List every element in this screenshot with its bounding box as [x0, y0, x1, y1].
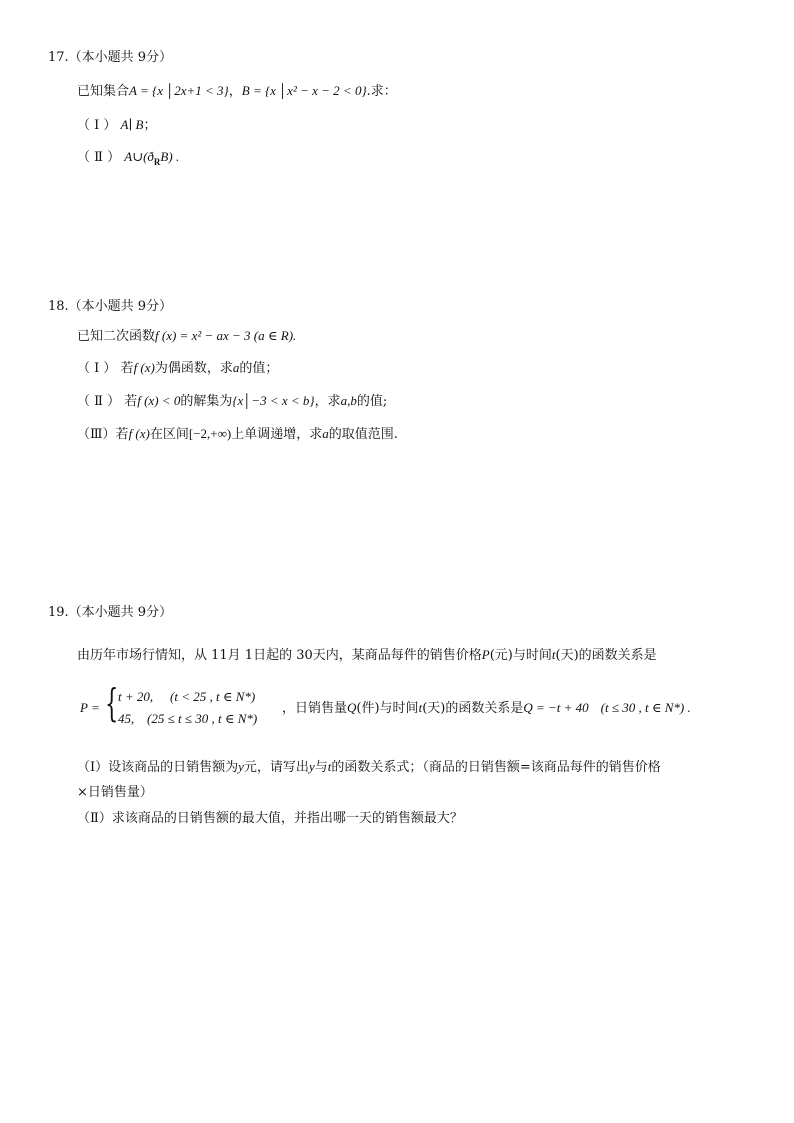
q18-function: f (x) = x² − ax − 3 (a ∈ R). — [155, 328, 297, 343]
q19-part-1-y2: y — [308, 759, 315, 774]
q18-part-2-text: 若 — [124, 394, 138, 409]
q18-part-2-text4: 的值; — [356, 394, 388, 409]
q18-part-3-text4: 的取值范围. — [328, 427, 398, 442]
q17-sep: ， — [228, 84, 242, 99]
q18-part-3-label: （Ⅲ） — [77, 427, 116, 442]
q19-case-1-cond: (t < 25 , t ∈ N*) — [170, 689, 256, 704]
q19-part-1-y: y — [238, 759, 244, 774]
q18-part-3-text2: 在区间 — [149, 427, 189, 442]
q19-mid-text2: (件)与时间 — [356, 701, 419, 716]
q19-intro-text3: (天)的函数关系是 — [555, 648, 657, 663]
q18-part-1-a: a — [232, 360, 240, 375]
q19-part-1-text: （Ⅰ）设该商品的日销售额为 — [77, 760, 239, 775]
q19-part-1-text2: 元，请写出 — [243, 760, 309, 775]
q18-part-3-text3: 上单调递增，求 — [231, 427, 323, 442]
q19-header: 19.（本小题共 9分） — [48, 605, 173, 620]
q19-case-2 — [118, 710, 257, 729]
q19-brace: { — [105, 681, 119, 725]
q17-text: 已知集合 — [77, 84, 130, 99]
q18-part-1-text3: 的值； — [239, 361, 279, 376]
q17-part-1-expr: A∣ B — [120, 117, 144, 132]
q19-part-1-text3: 与 — [314, 760, 328, 775]
q19-part-1-text4: 的函数关系式；（商品的日销售额=该商品每件的销售价格 — [331, 760, 661, 775]
q18-part-2-ineq: f (x) < 0 — [137, 393, 181, 408]
q19-intro-p: P — [481, 647, 490, 662]
q18-header: 18.（本小题共 9分） — [48, 299, 173, 314]
q19-t: t — [418, 700, 423, 715]
q18-part-2 — [77, 392, 387, 411]
q17-part-2-expr: A∪(ð — [124, 149, 154, 164]
q17-statement — [77, 82, 397, 101]
q18-part-1-fx: f (x) — [133, 360, 155, 375]
q17-part-1-end: ； — [143, 118, 157, 133]
q19-mid-text3: (天)的函数关系是 — [422, 701, 524, 716]
q17-header: 17.（本小题共 9分） — [48, 50, 173, 65]
q18-statement — [77, 327, 296, 346]
q18-part-2-label: （ Ⅱ ） — [77, 394, 121, 409]
q18-part-1 — [77, 359, 278, 378]
q17-part-1-label: （ Ⅰ ） — [77, 118, 117, 133]
q19-part-2: （Ⅱ）求该商品的日销售额的最大值，并指出哪一天的销售额最大？ — [77, 811, 463, 826]
q19-q: Q — [347, 700, 357, 715]
q19-intro-t: t — [551, 647, 556, 662]
q17-set-a: A = {x │2x+1 < 3} — [129, 83, 229, 98]
q17-text-end: .求： — [366, 84, 397, 99]
q17-part-2-expr2: B) . — [160, 149, 180, 164]
q18-part-2-set: {x│−3 < x < b} — [232, 393, 315, 408]
q18-part-1-text2: 为偶函数，求 — [154, 361, 233, 376]
q19-quantity-line — [282, 699, 691, 718]
q19-case-1 — [118, 688, 255, 707]
q17-part-1 — [77, 116, 156, 135]
q18-part-3 — [77, 425, 398, 444]
q18-part-2-text2: 的解集为 — [180, 394, 233, 409]
q18-part-1-text: 若 — [120, 361, 134, 376]
q19-intro-text2: (元)与时间 — [489, 648, 552, 663]
q18-part-3-interval: [−2,+∞) — [188, 426, 232, 441]
q19-part-1 — [77, 758, 661, 777]
q19-case-2-expr: 45, — [118, 711, 135, 726]
q17-part-2 — [77, 148, 179, 171]
q18-part-1-label: （ Ⅰ ） — [77, 361, 117, 376]
q18-text: 已知二次函数 — [77, 329, 156, 344]
q19-case-1-expr: t + 20, — [118, 689, 154, 704]
q17-part-2-sub: R — [153, 157, 161, 167]
q19-part-1-line-2: ×日销售量） — [77, 785, 153, 800]
q19-part-1-t: t — [327, 759, 332, 774]
q17-part-2-label: （ Ⅱ ） — [77, 150, 121, 165]
q19-case-2-cond: (25 ≤ t ≤ 30 , t ∈ N*) — [147, 711, 258, 726]
q18-part-3-text: 若 — [115, 427, 129, 442]
q19-q-cond: (t ≤ 30 , t ∈ N*) . — [600, 700, 691, 715]
q18-part-2-vars: a,b — [340, 393, 357, 408]
q19-intro — [77, 646, 657, 665]
q19-intro-text: 由历年市场行情知，从 11月 1日起的 30天内，某商品每件的销售价格 — [77, 648, 482, 663]
q18-part-3-fx: f (x) — [128, 426, 150, 441]
q19-mid-text: ，日销售量 — [282, 701, 348, 716]
q19-q-expr: Q = −t + 40 — [523, 700, 589, 715]
q18-part-2-text3: ，求 — [314, 394, 341, 409]
q18-part-3-a: a — [322, 426, 329, 441]
q17-set-b: B = {x │x² − x − 2 < 0} — [241, 83, 367, 98]
q19-piecewise-lhs: P = — [80, 700, 100, 715]
